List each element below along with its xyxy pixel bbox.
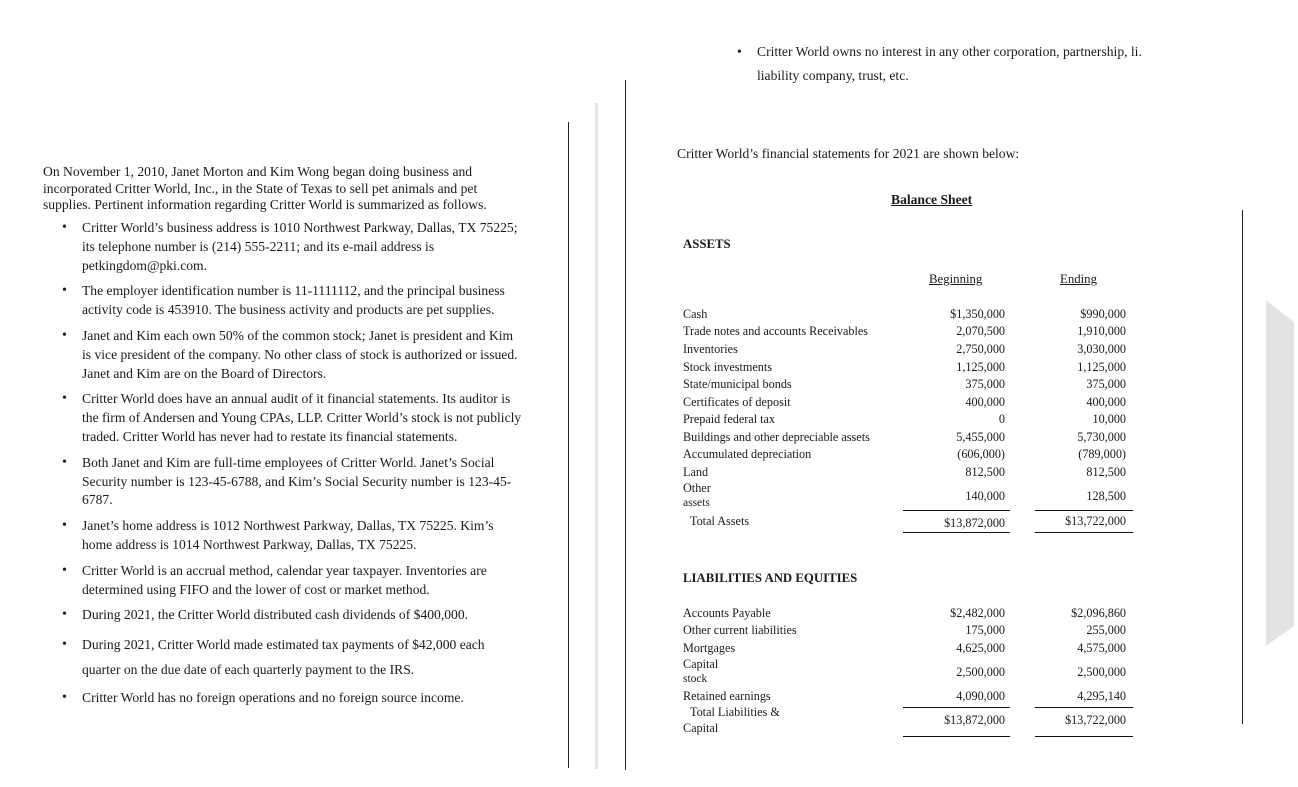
asset-ending: 1,125,000 (1077, 360, 1126, 374)
financial-intro: Critter World’s financial statements for 2021 are shown below: (677, 146, 1020, 161)
asset-label: Inventories (683, 342, 738, 356)
bullet-accounting-method: • Critter World is an accrual method, calendar year taxpayer. Inventories are determined using FIFO and the lower of cost or market method. (62, 562, 522, 600)
far-right-edge-line (1242, 210, 1243, 724)
asset-beginning: 0 (998, 412, 1005, 426)
liab-ending: $2,096,860 (1071, 606, 1126, 620)
assets-subtotal-rule-ending (1035, 510, 1133, 511)
liab-subtotal-rule-ending (1035, 707, 1133, 708)
liab-total-rule-beginning (903, 736, 1010, 737)
asset-label: Stock investments (683, 360, 773, 374)
asset-ending: 400,000 (1086, 395, 1126, 409)
total-liab-label: Total Liabilities & (690, 705, 780, 719)
liab-ending: 2,500,000 (1077, 665, 1126, 679)
left-page-edge-line (568, 122, 569, 768)
assets-total-rule-ending (1035, 532, 1133, 533)
asset-ending: 1,910,000 (1077, 324, 1126, 338)
bullet-foreign: • Critter World has no foreign operations and no foreign source income. (62, 689, 522, 708)
bullet-address: • Critter World’s business address is 1010 Northwest Parkway, Dallas, TX 75225; its telephone number is (214) 555-2211; and its e-mail address is petkingdom@pki.com. (62, 219, 522, 275)
total-liab-label-cont: Capital (683, 721, 719, 735)
asset-label: Other (683, 481, 711, 495)
liab-label: Mortgages (683, 641, 736, 655)
asset-label: State/municipal bonds (683, 377, 792, 391)
total-liab-beginning: $13,872,000 (944, 713, 1005, 727)
asset-ending: (789,000) (1078, 447, 1126, 461)
liab-ending: 255,000 (1086, 623, 1126, 637)
asset-beginning: 812,500 (965, 465, 1005, 479)
asset-ending: 5,730,000 (1077, 430, 1126, 444)
liab-total-rule-ending (1035, 736, 1133, 737)
total-liab-ending: $13,722,000 (1065, 713, 1126, 727)
bullet-ein: • The employer identification number is 11-1111112, and the principal business activity code is 453910. The business activity and products are pet supplies. (62, 282, 522, 320)
ownership-bullet: • Critter World owns no interest in any other corporation, partnership, li. liability company, trust, etc. (737, 40, 1187, 88)
liab-ending: 4,575,000 (1077, 641, 1126, 655)
bullet-estimated-tax: • During 2021, Critter World made estimated tax payments of $42,000 each quarter on the due date of each quarterly payment to the IRS. (62, 632, 522, 682)
liab-label-cont: stock (683, 673, 708, 685)
asset-ending: 812,500 (1086, 465, 1126, 479)
intro-paragraph: On November 1, 2010, Janet Morton and Kim Wong began doing business and incorporated Critter World, Inc., in the State of Texas to sell pet animals and pet supplies. Pertinent information regarding Critter World is summarized as follows. (43, 164, 487, 212)
col-beginning-header: Beginning (929, 272, 983, 286)
asset-beginning: 400,000 (965, 395, 1005, 409)
bullet-home-address: • Janet’s home address is 1012 Northwest Parkway, Dallas, TX 75225. Kim’s home address is 1014 Northwest Parkway, Dallas, TX 75225. (62, 517, 522, 555)
asset-label: Buildings and other depreciable assets (683, 430, 870, 444)
page-curl-shadow (1266, 300, 1294, 646)
balance-sheet-title: Balance Sheet (891, 192, 973, 207)
asset-label: Prepaid federal tax (683, 412, 776, 426)
col-ending-header: Ending (1060, 272, 1097, 286)
asset-label: Land (683, 465, 709, 479)
asset-label: Accumulated depreciation (683, 447, 812, 461)
liab-subtotal-rule-beginning (903, 707, 1010, 708)
asset-label-cont: assets (683, 497, 710, 509)
total-assets-beginning: $13,872,000 (944, 516, 1005, 530)
asset-beginning: $1,350,000 (950, 307, 1005, 321)
asset-label: Cash (683, 307, 708, 321)
total-assets-label: Total Assets (690, 514, 750, 528)
bullet-dividends: • During 2021, the Critter World distributed cash dividends of $400,000. (62, 606, 522, 625)
right-page-edge-line (625, 80, 626, 770)
bullet-employees: • Both Janet and Kim are full-time employees of Critter World. Janet’s Social Security number is 123-45-6788, and Kim’s Social Security number is 123-45-6787. (62, 454, 522, 510)
info-bullet-list (62, 219, 522, 715)
asset-beginning: 5,455,000 (956, 430, 1005, 444)
liab-label: Capital (683, 657, 719, 671)
assets-heading: ASSETS (683, 237, 731, 251)
liab-beginning: 175,000 (965, 623, 1005, 637)
liab-label: Accounts Payable (683, 606, 771, 620)
asset-beginning: (606,000) (957, 447, 1005, 461)
liab-beginning: 2,500,000 (956, 665, 1005, 679)
asset-beginning: 2,070,500 (956, 324, 1005, 338)
bullet-audit: • Critter World does have an annual audit of it financial statements. Its auditor is the firm of Andersen and Young CPAs, LLP. Critter World’s stock is not publicly traded. Critter World has never had to restate its financial statements. (62, 390, 522, 446)
liab-ending: 4,295,140 (1077, 689, 1126, 703)
asset-ending: 128,500 (1086, 489, 1126, 503)
asset-beginning: 375,000 (965, 377, 1005, 391)
asset-beginning: 140,000 (965, 489, 1005, 503)
liab-label: Other current liabilities (683, 623, 797, 637)
total-assets-ending: $13,722,000 (1065, 514, 1126, 528)
asset-ending: $990,000 (1080, 307, 1126, 321)
asset-label: Trade notes and accounts Receivables (683, 324, 869, 338)
liab-label: Retained earnings (683, 689, 771, 703)
assets-subtotal-rule-beginning (903, 510, 1010, 511)
asset-ending: 3,030,000 (1077, 342, 1126, 356)
asset-beginning: 1,125,000 (956, 360, 1005, 374)
bullet-ownership: • Janet and Kim each own 50% of the common stock; Janet is president and Kim is vice president of the company. No other class of stock is authorized or issued. Janet and Kim are on the Board of Directors. (62, 327, 522, 383)
liab-beginning: 4,090,000 (956, 689, 1005, 703)
liabilities-heading: LIABILITIES AND EQUITIES (683, 571, 858, 585)
assets-total-rule-beginning (903, 532, 1010, 533)
asset-ending: 10,000 (1092, 412, 1126, 426)
page-gutter (595, 103, 598, 769)
liab-beginning: $2,482,000 (950, 606, 1005, 620)
asset-beginning: 2,750,000 (956, 342, 1005, 356)
liab-beginning: 4,625,000 (956, 641, 1005, 655)
asset-label: Certificates of deposit (683, 395, 791, 409)
asset-ending: 375,000 (1086, 377, 1126, 391)
